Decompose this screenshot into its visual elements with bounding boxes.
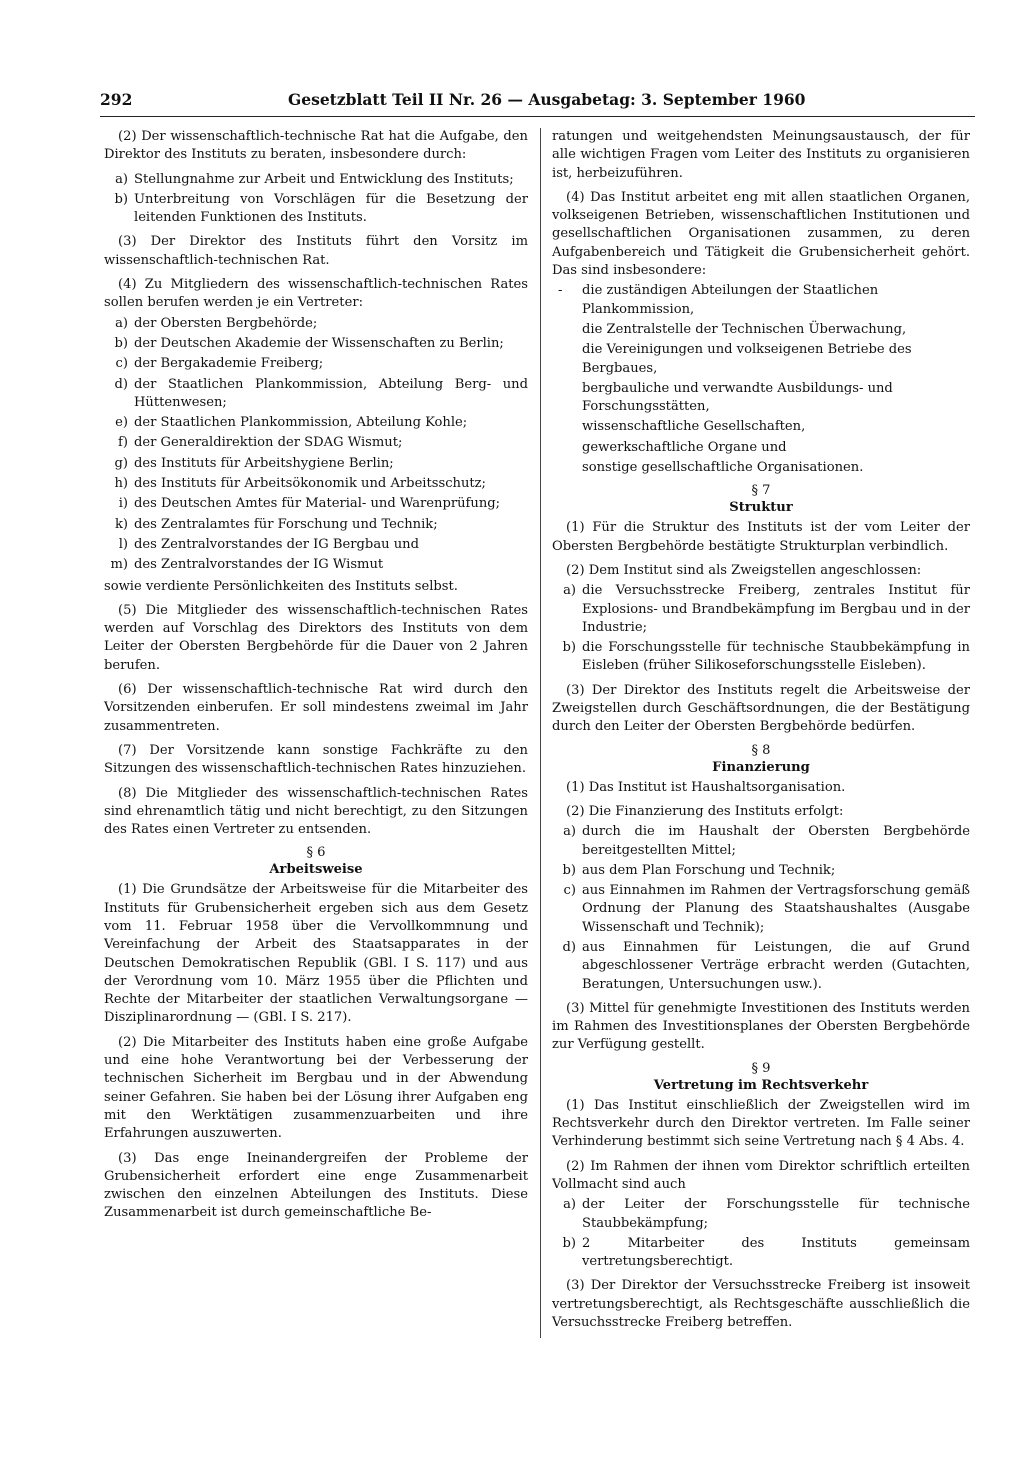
- list-label: c): [115, 356, 128, 372]
- header-title: Gesetzblatt Teil II Nr. 26 — Ausgabetag: 3. September 1960: [288, 90, 806, 109]
- paragraph: (8) Die Mitglieder des wissenschaftlich-technischen Rates sind ehrenamtlich tätig und nicht berechtigt, zu den Sitzungen des Rates einen Vertreter zu entsenden.: [104, 785, 528, 838]
- list-item: [104, 355, 528, 373]
- list-item: [104, 556, 528, 574]
- list-label: c): [563, 883, 576, 899]
- list-item: [552, 639, 970, 676]
- paragraph: (3) Das enge Ineinandergreifen der Probleme der Grubensicherheit erfordert eine enge Zusammenarbeit zwischen den einzelnen Abteilungen des Instituts. Diese Zusammenarbeit ist durch gemeinschaftliche Be-: [104, 1150, 528, 1221]
- list-label: b): [114, 191, 128, 207]
- section-title: Struktur: [729, 500, 793, 516]
- list-item: [552, 282, 970, 319]
- list-text: die Vereinigungen und volkseigenen Betriebe des Bergbaues,: [582, 342, 912, 376]
- paragraph: (5) Die Mitglieder des wissenschaftlich-technischen Rates werden auf Vorschlag des Direktors des Instituts von dem Leiter der Obersten Bergbehörde für die Dauer von 2 Jahren berufen.: [104, 602, 528, 673]
- list-text: der Deutschen Akademie der Wissenschaften zu Berlin;: [134, 335, 504, 351]
- list-item: [104, 516, 528, 534]
- list-label: k): [114, 516, 128, 532]
- list-item: [104, 495, 528, 513]
- list-text: die Forschungsstelle für technische Staubbekämpfung in Eisleben (früher Silikoseforschungsstelle Eisleben).: [582, 640, 970, 674]
- paragraph: (6) Der wissenschaftlich-technische Rat wird durch den Vorsitzenden einberufen. Er soll mindestens zweimal im Jahr zusammentreten.: [104, 682, 528, 734]
- list-item: [552, 459, 970, 477]
- list-label: g): [114, 455, 128, 471]
- paragraph: (2) Der wissenschaftlich-technische Rat hat die Aufgabe, den Direktor des Instituts zu beraten, insbesondere durch:: [104, 129, 528, 163]
- list-label: a): [115, 171, 128, 187]
- list-label: l): [118, 536, 128, 552]
- list-label: d): [562, 939, 576, 955]
- list-text: aus Einnahmen für Leistungen, die auf Grund abgeschlossener Verträge erbracht werden (Gutachten, Beratungen, Untersuchungen usw.).: [582, 939, 970, 992]
- list-item: [552, 862, 970, 880]
- list-item: [104, 376, 528, 413]
- list-item: [552, 1235, 970, 1272]
- page-header: [100, 86, 975, 117]
- list-text: Stellungnahme zur Arbeit und Entwicklung des Instituts;: [134, 171, 514, 187]
- list-text: Unterbreitung von Vorschlägen für die Besetzung der leitenden Funktionen des Instituts.: [134, 191, 528, 226]
- list-text: der Bergakademie Freiberg;: [134, 356, 324, 372]
- paragraph: (3) Der Direktor des Instituts regelt die Arbeitsweise der Zweigstellen durch Geschäftsordnungen, die der Bestätigung durch den Leiter der Obersten Bergbehörde bedürfen.: [552, 682, 970, 735]
- list-text: gewerkschaftliche Organe und: [582, 439, 787, 455]
- left-column: [104, 128, 528, 1229]
- list-label: b): [114, 335, 128, 351]
- list-item: [552, 380, 970, 417]
- column-divider: [540, 128, 541, 1338]
- list-item: [104, 475, 528, 493]
- paragraph: (7) Der Vorsitzende kann sonstige Fachkräfte zu den Sitzungen des wissenschaftlich-technischen Rates hinzuziehen.: [104, 742, 528, 777]
- list-item: [104, 315, 528, 333]
- list-label: i): [118, 496, 128, 512]
- list-item: [552, 439, 970, 457]
- section-title: Finanzierung: [712, 759, 810, 775]
- list-label: h): [114, 476, 128, 492]
- paragraph: (1) Das Institut einschließlich der Zweigstellen wird im Rechtsverkehr durch den Direktor vertreten. Im Falle seiner Verhinderung bestimmt sich seine Vertretung nach § 4 Abs. 4.: [552, 1097, 970, 1150]
- paragraph: sowie verdiente Persönlichkeiten des Instituts selbst.: [104, 578, 458, 594]
- right-column: [552, 128, 970, 1338]
- paragraph: ratungen und weitgehendsten Meinungsaustausch, der für alle wichtigen Fragen vom Leiter des Instituts zu organisieren ist, herbeizuführen.: [552, 129, 970, 181]
- list-text: durch die im Haushalt der Obersten Bergbehörde bereitgestellten Mittel;: [582, 824, 970, 858]
- list-item: [552, 882, 970, 937]
- list-text: des Deutschen Amtes für Material- und Warenprüfung;: [134, 496, 501, 512]
- list-text: der Staatlichen Plankommission, Abteilung Kohle;: [134, 415, 468, 431]
- list-text: des Instituts für Arbeitshygiene Berlin;: [134, 455, 394, 471]
- section-title: Vertretung im Rechtsverkehr: [653, 1077, 869, 1093]
- list-text: wissenschaftliche Gesellschaften,: [582, 419, 806, 435]
- list-item: [552, 823, 970, 860]
- list-text: der Generaldirektion der SDAG Wismut;: [134, 435, 403, 451]
- list-label: b): [562, 640, 576, 656]
- list-item: [104, 536, 528, 554]
- list-item: [104, 455, 528, 473]
- page-number: 292: [100, 90, 133, 109]
- list-text: aus Einnahmen im Rahmen der Vertragsforschung gemäß Ordnung der Planung des Staatshaushaltes (Ausgabe Wissenschaft und Technik);: [582, 883, 970, 935]
- list-label: a): [563, 824, 576, 840]
- list-label: e): [115, 415, 128, 431]
- list-text: der Staatlichen Plankommission, Abteilung Berg- und Hüttenwesen;: [134, 376, 528, 410]
- list-label: d): [114, 376, 128, 392]
- paragraph: (4) Zu Mitgliedern des wissenschaftlich-technischen Rates sollen berufen werden je ein Vertreter:: [104, 277, 528, 311]
- list-text: 2 Mitarbeiter des Instituts gemeinsam vertretungsberechtigt.: [582, 1235, 970, 1270]
- section-number: § 8: [751, 742, 771, 758]
- list-text: die Versuchsstrecke Freiberg, zentrales Institut für Explosions- und Brandbekämpfung im Bergbau und in der Industrie;: [582, 583, 970, 635]
- list-item: [552, 1196, 970, 1233]
- list-item: [552, 321, 970, 339]
- list-label: m): [110, 557, 128, 573]
- paragraph: (2) Die Mitarbeiter des Instituts haben eine große Aufgabe und eine hohe Verantwortung bei der Verbesserung der technischen Sicherheit im Bergbau und in der Abwendung seiner Gefahren. Sie haben bei der Lösung ihrer Aufgaben eng mit den Werktätigen zusammenzuarbeiten und ihre Erfahrungen auszuwerten.: [104, 1034, 528, 1142]
- paragraph: (4) Das Institut arbeitet eng mit allen staatlichen Organen, volkseigenen Betrieben, wissenschaftlichen Institutionen und gesellschaftlichen Organisationen zusammen, zu deren Aufgabenbereich und Tätigkeit die Grubensicherheit gehört. Das sind insbesondere:: [552, 189, 970, 279]
- list-text: des Zentralvorstandes der IG Wismut: [134, 557, 384, 573]
- list-item: [104, 335, 528, 353]
- paragraph: (1) Das Institut ist Haushaltsorganisation.: [566, 779, 846, 795]
- paragraph: (1) Die Grundsätze der Arbeitsweise für die Mitarbeiter des Instituts für Grubensicherheit ergeben sich aus dem Gesetz vom 11. Februar 1958 über die Vervollkommnung und Vereinfachung der Arbeit des Staatsapparates in der Deutschen Demokratischen Republik (GBl. I S. 117) und aus der Verordnung vom 10. März 1955 über die Pflichten und Rechte der Mitarbeiter der staatlichen Verwaltungsorgane — Disziplinarordnung — (GBl. I S. 217).: [104, 882, 528, 1026]
- paragraph: (2) Im Rahmen der ihnen vom Direktor schriftlich erteilten Vollmacht sind auch: [552, 1158, 970, 1192]
- paragraph: (3) Mittel für genehmigte Investitionen des Instituts werden im Rahmen des Investitionsplanes der Obersten Bergbehörde zur Verfügung gestellt.: [552, 1000, 970, 1053]
- list-text: die Zentralstelle der Technischen Überwachung,: [582, 321, 907, 337]
- list-item: [552, 418, 970, 436]
- list-label: b): [562, 862, 576, 878]
- list-item: [552, 939, 970, 994]
- list-text: des Instituts für Arbeitsökonomik und Arbeitsschutz;: [134, 476, 486, 492]
- list-label: a): [563, 1197, 576, 1213]
- section-number: § 9: [751, 1060, 771, 1076]
- list-item: [104, 191, 528, 228]
- list-text: bergbauliche und verwandte Ausbildungs- und Forschungsstätten,: [582, 380, 893, 415]
- paragraph: (3) Der Direktor der Versuchsstrecke Freiberg ist insoweit vertretungsberechtigt, als Rechtsgeschäfte ausschließlich die Versuchsstrecke Freiberg betreffen.: [552, 1278, 970, 1331]
- list-label: f): [118, 435, 128, 451]
- section-number: § 7: [751, 483, 771, 499]
- list-text: aus dem Plan Forschung und Technik;: [582, 862, 836, 878]
- list-label: a): [115, 315, 128, 331]
- paragraph: (1) Für die Struktur des Instituts ist der vom Leiter der Obersten Bergbehörde bestätigte Strukturplan verbindlich.: [552, 520, 970, 554]
- list-text: der Obersten Bergbehörde;: [134, 315, 318, 331]
- list-text: des Zentralvorstandes der IG Bergbau und: [134, 536, 419, 552]
- list-item: [552, 341, 970, 378]
- dash-marker: -: [558, 283, 563, 299]
- list-item: [104, 434, 528, 452]
- list-text: die zuständigen Abteilungen der Staatlichen Plankommission,: [582, 283, 879, 317]
- paragraph: (2) Die Finanzierung des Instituts erfolgt:: [566, 803, 844, 819]
- list-item: [552, 582, 970, 637]
- paragraph: (3) Der Direktor des Instituts führt den Vorsitz im wissenschaftlich-technischen Rat.: [104, 234, 528, 268]
- list-label: a): [563, 583, 576, 599]
- list-text: sonstige gesellschaftliche Organisationen.: [582, 460, 864, 476]
- paragraph: (2) Dem Institut sind als Zweigstellen angeschlossen:: [566, 562, 922, 578]
- list-label: b): [562, 1235, 576, 1251]
- list-item: [104, 171, 528, 189]
- list-text: des Zentralamtes für Forschung und Technik;: [134, 516, 438, 532]
- section-title: Arbeitsweise: [269, 862, 363, 878]
- list-item: [104, 414, 528, 432]
- list-text: der Leiter der Forschungsstelle für technische Staubbekämpfung;: [582, 1197, 970, 1231]
- section-number: § 6: [306, 845, 326, 861]
